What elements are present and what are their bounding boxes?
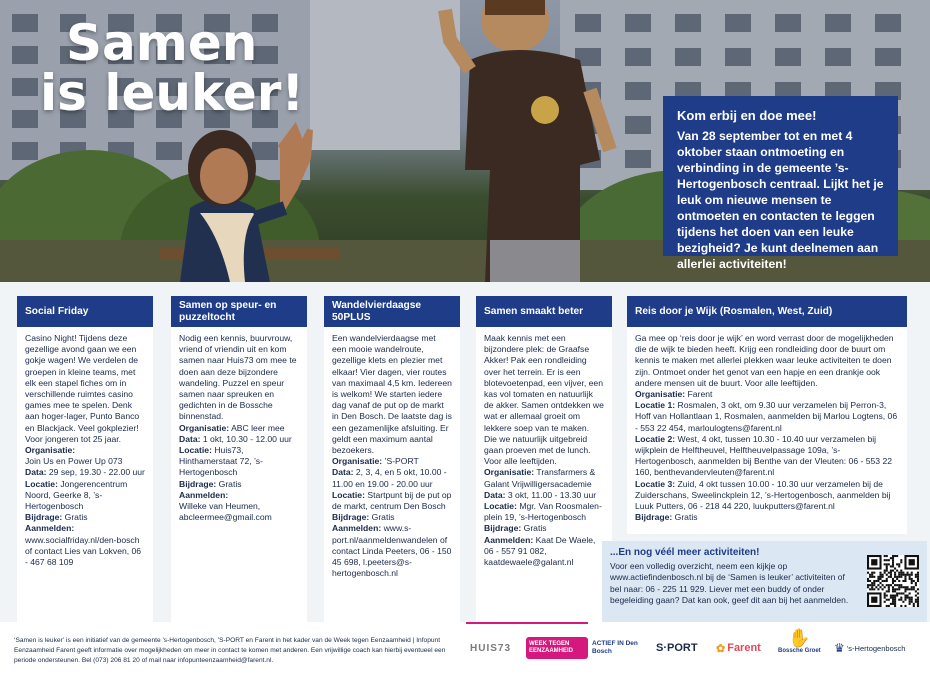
activity-detail [25, 523, 145, 568]
activity-intro: Een wandelvierdaagse met een mooie wandelroute, gezellige klets en plezier met elkaar! Vier dagen, vier routes van maximaal 4,5 km. Iedereen is welkom! We starten iedere dag vanaf de put op de markt in Den Bosch. De laatste dag is een gezamenlijke afsluiting. Er geldt een maximum aantal bezoekers. [332, 333, 452, 456]
more-title: ...En nog véél meer activiteiten! [610, 547, 760, 558]
detail-label: Locatie 2: [635, 433, 676, 444]
more-activities-box [602, 541, 927, 622]
detail-value: Join Us en Power Up 073 [25, 456, 123, 467]
detail-label: Aanmelden: [332, 523, 382, 534]
detail-value: www.socialfriday.nl/den-bosch of contact Lies van Lokven, 06 - 467 68 109 [25, 534, 142, 568]
activity-column [476, 296, 612, 622]
activity-detail [484, 467, 604, 489]
detail-label: Organisatie: [635, 389, 686, 400]
activity-detail [179, 434, 299, 445]
farent-logo-text: Farent [727, 642, 761, 654]
activity-title: Samen smaakt beter [476, 296, 612, 327]
activity-title: Reis door je Wijk (Rosmalen, West, Zuid) [627, 296, 907, 327]
detail-label: Bijdrage: [179, 478, 217, 489]
activity-body [627, 327, 907, 529]
detail-value: 3 okt, 11.00 - 13.30 uur [507, 489, 597, 500]
activity-detail [635, 389, 899, 400]
detail-value: Rosmalen, 3 okt, om 9.30 uur verzamelen bij Perron-3, Hoff van Hollantlaan 1, Rosmalen, aanmelden bij Marlou Logtens, 06 - 553 22 454, marloulogtens@farent.nl [635, 400, 898, 433]
detail-value: Mgr. Van Roosmalen-plein 19, ’s-Hertogenbosch [484, 501, 602, 523]
detail-label: Bijdrage: [332, 512, 370, 523]
detail-value: Gratis [523, 523, 547, 534]
activity-detail [25, 479, 145, 513]
activity-column [171, 296, 307, 622]
activity-detail [332, 490, 452, 512]
farent-logo [716, 637, 761, 659]
activity-detail [25, 512, 145, 523]
activity-detail [484, 523, 604, 534]
activity-detail [25, 445, 145, 467]
activity-detail [635, 434, 899, 479]
detail-value: ’S-PORT [384, 456, 419, 467]
detail-value: ABC leer mee [231, 422, 285, 433]
detail-label: Data: [25, 467, 47, 478]
detail-label: Organisatie: [25, 445, 76, 456]
activity-detail [332, 456, 452, 467]
activity-intro: Maak kennis met een bijzondere plek: de Graafse Akker! Pak een rondleiding over het terrein. Er is een blotevoetenpad, een vijver, een kas vol tomaten en natuurlijk de akker. Samen ontdekken we wat er allemaal groeit om lekkere soep van te maken. Die we natuurlijk uitgebreid gaan proeven met de lunch. Voor alle leeftijden. [484, 333, 604, 467]
activity-body [171, 327, 307, 529]
woman-on-bench [160, 118, 340, 282]
activity-detail [179, 423, 299, 434]
intro-callout [663, 96, 898, 271]
detail-value: Kaat De Waele, 06 - 557 91 082, kaatdewaele@galant.nl [484, 534, 596, 568]
detail-value: Startpunt bij de put op de markt, centrum Den Bosch [332, 489, 452, 512]
activity-detail [635, 400, 899, 434]
detail-label: Aanmelden: [179, 489, 229, 500]
detail-value: Huis73, Hinthamerstaat 72, ’s-Hertogenbosch [179, 445, 263, 478]
detail-value: 2, 3, 4, en 5 okt, 10.00 - 11.00 en 19.00 - 20.00 uur [332, 467, 447, 489]
farent-flower-icon: ✿ [716, 642, 726, 655]
sport-logo: S·PORT [656, 642, 698, 654]
detail-value: Transfarmers & Galant Vrijwilligersacademie [484, 467, 596, 489]
detail-label: Data: [179, 433, 201, 444]
detail-value: Gratis [218, 478, 242, 489]
activity-body [17, 327, 153, 574]
activity-detail [484, 535, 604, 569]
detail-value: Farent [687, 389, 713, 400]
crown-icon: ♛ [834, 641, 845, 655]
headline [40, 14, 305, 122]
activity-detail [635, 479, 899, 513]
hero-photo [0, 0, 930, 282]
detail-label: Locatie: [25, 478, 58, 489]
activity-detail [332, 467, 452, 489]
activity-title: Wandelvierdaagse 50PLUS [324, 296, 460, 327]
activity-intro: Nodig een kennis, buurvrouw, vriend of vriendin uit en kom samen naar Huis73 om mee te doen aan deze bijzondere wandeling. Puzzel en speur samen naar spreuken en gedichten in de Bossche binnenstad. [179, 333, 297, 422]
detail-value: www.s-port.nl/aanmeldenwandelen of contact Linda Peeters, 06 - 150 45 698, l.peeters@s-hertogenbosch.nl [332, 523, 452, 579]
detail-value: Jongerencentrum Noord, Geerke 8, ’s-Hertogenbosch [25, 478, 128, 512]
activity-detail [332, 512, 452, 523]
week-tegen-eenzaamheid-logo: WEEK TEGEN EENZAAMHEID [526, 637, 588, 659]
headline-line-1: Samen [66, 14, 258, 72]
bossche-groet-text: Bossche Groet [778, 648, 821, 654]
detail-label: Data: [484, 489, 506, 500]
detail-label: Aanmelden: [25, 523, 75, 534]
detail-label: Locatie: [179, 445, 212, 456]
activity-detail [179, 479, 299, 490]
activity-intro: Casino Night! Tijdens deze gezellige avond gaan we een gokje wagen! We verdelen de groepen in kleine teams, met elk een stapel fiches om in verschillende ruimtes casino games mee te spelen. Denk aan hoger-lager, Punto Banco en Blackjack. Veel gokplezier! Voor jongeren tot 25 jaar. [25, 333, 140, 444]
detail-label: Locatie 1: [635, 400, 676, 411]
actief-in-den-bosch-logo: ACTIEF IN Den Bosch [592, 640, 638, 655]
huis73-logo: HUIS73 [470, 642, 512, 654]
callout-text: Van 28 september tot en met 4 oktober staan ontmoeting en verbinding in de gemeente ’s-Hertogenbosch centraal. Lijkt het je leuk om nieuwe mensen te ontmoeten en contacten te leggen tijdens het doen van een leuke bezigheid? Je kunt deelnemen aan allerlei activiteiten! [677, 129, 884, 271]
activity-detail [484, 501, 604, 523]
detail-label: Bijdrage: [635, 512, 673, 523]
detail-label: Bijdrage: [484, 523, 522, 534]
callout-title: Kom erbij en doe mee! [677, 108, 817, 123]
gemeente-logo [834, 637, 905, 659]
more-text: Voor een volledig overzicht, neem een kijkje op www.actiefindenbosch.nl bij de ‘Samen is leuker’ activiteiten of bel naar: 06 - 225 11 929. Liever met een buddy of onder begeleiding gaan? Dat kan ook, geef dit aan bij het aanmelden. [610, 560, 849, 605]
hand-icon: ✋ [788, 628, 811, 648]
detail-label: Organisatie: [332, 456, 383, 467]
detail-value: West, 4 okt, tussen 10.30 - 10.40 uur verzamelen bij wijkplein de Helftheuvel, Helftheuvelpassage 109a, ’s-Hertogenbosch, aanmelden bij Benthe van der Vleuten: 06 - 553 22 160, benthevandervleuten@farent.nl [635, 433, 893, 478]
activity-detail [332, 523, 452, 579]
activity-title: Samen op speur- en puzzeltocht [171, 296, 307, 327]
detail-value: 1 okt, 10.30 - 12.00 uur [202, 433, 292, 444]
detail-label: Locatie 3: [635, 478, 676, 489]
activity-detail [635, 512, 899, 523]
detail-value: Willeke van Heumen, abcleermee@gmail.com [179, 501, 272, 523]
detail-value: Gratis [674, 512, 698, 523]
activity-detail [179, 490, 299, 524]
detail-label: Organisatie: [484, 467, 535, 478]
activity-title: Social Friday [17, 296, 153, 327]
activity-detail [484, 490, 604, 501]
bossche-groet-logo [778, 628, 821, 662]
activity-detail [179, 445, 299, 479]
detail-label: Locatie: [332, 489, 365, 500]
activity-reis-door-je-wijk [627, 296, 907, 534]
activity-intro: Ga mee op ‘reis door je wijk’ en word verrast door de mogelijkheden die de wijk te bieden heeft. Krijg een rondleiding door de buurt om kennis te maken met allerlei plekken waar leuke activiteiten te doen zijn. Ontmoet onder het genot van een hapje en een drankje ook andere mensen uit de buurt. Voor alle leeftijden. [635, 333, 894, 388]
detail-label: Organisatie: [179, 422, 230, 433]
footer-text: ‘Samen is leuker’ is een initiatief van de gemeente ’s-Hertogenbosch, ’S-PORT en Farent in het kader van de Week tegen Eenzaamheid | Infopunt Eenzaamheid Farent geeft informatie over mogelijkheden om meer in contact te komen met anderen. Een vrijwillige coach kan hierbij eventueel een periode ondersteunen. Bel (073) 206 81 20 of mail naar infopunteenzaamheid@farent.nl. [14, 637, 446, 664]
detail-value: Zuid, 4 okt tussen 10.00 - 10.30 uur verzamelen bij de Zuiderschans, Sweelinckplein 12, ’s-Hertogenbosch, aanmelden bij Luuk Putters, 06 - 218 44 220, luukputters@farent.nl [635, 478, 891, 512]
gemeente-logo-text: ’s-Hertogenbosch [846, 643, 906, 653]
detail-value: Gratis [371, 512, 395, 523]
activity-column [17, 296, 153, 622]
headline-line-2: is leuker! [40, 64, 305, 122]
detail-label: Data: [332, 467, 354, 478]
detail-label: Locatie: [484, 501, 517, 512]
activity-detail [25, 467, 145, 478]
detail-label: Bijdrage: [25, 512, 63, 523]
activity-column [324, 296, 460, 622]
detail-value: Gratis [64, 512, 88, 523]
detail-value: 29 sep, 19.30 - 22.00 uur [48, 467, 145, 478]
activity-body [324, 327, 460, 585]
man-waving [430, 0, 640, 282]
qr-code-icon[interactable] [867, 555, 919, 607]
activity-body [476, 327, 612, 574]
detail-label: Aanmelden: [484, 534, 534, 545]
